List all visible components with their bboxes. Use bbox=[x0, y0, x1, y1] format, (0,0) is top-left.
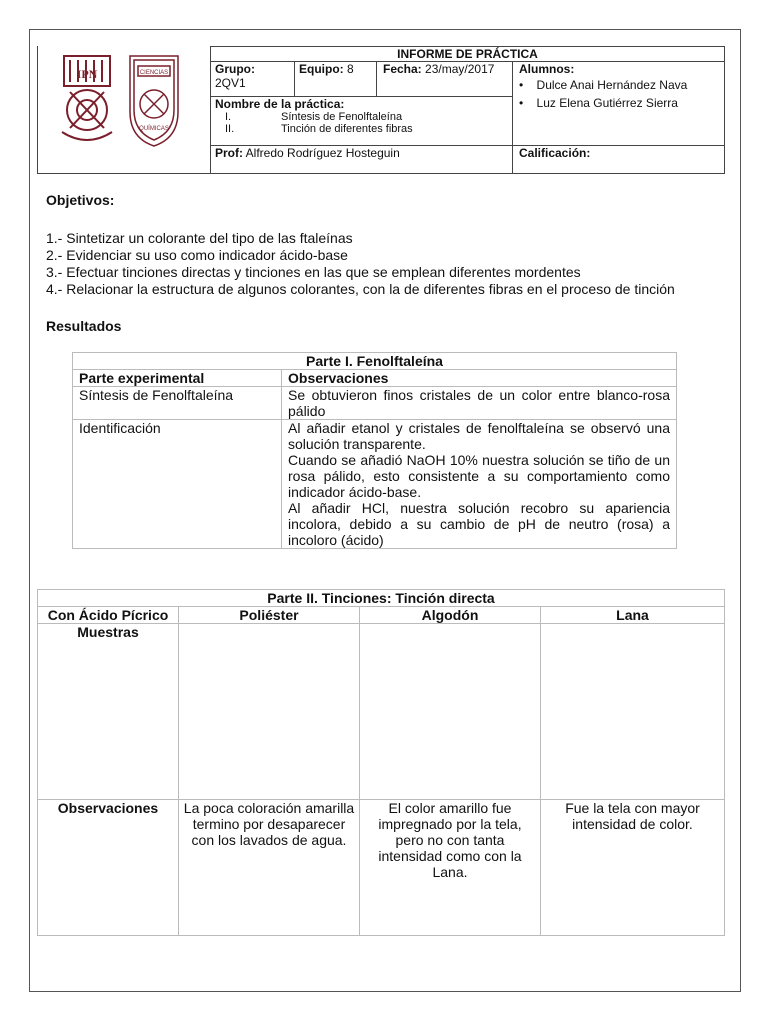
tincion-table bbox=[37, 589, 725, 936]
svg-text:IPN: IPN bbox=[76, 67, 98, 81]
table2-header: Con Ácido Pícrico bbox=[38, 607, 179, 624]
fecha-cell bbox=[377, 62, 513, 96]
table1-cell-part: Síntesis de Fenolftaleína bbox=[73, 387, 282, 420]
svg-text:QUÍMICAS: QUÍMICAS bbox=[139, 126, 169, 132]
prof-value: Alfredo Rodríguez Hosteguin bbox=[245, 146, 400, 160]
muestra-cell bbox=[541, 624, 725, 800]
muestra-cell bbox=[360, 624, 541, 800]
alumno-item: • Luz Elena Gutiérrez Sierra bbox=[519, 96, 678, 110]
prof-cell bbox=[211, 146, 513, 174]
equipo-label: Equipo: bbox=[299, 62, 344, 76]
observacion-cell: Fue la tela con mayor intensidad de color. bbox=[541, 800, 725, 936]
nombre-label: Nombre de la práctica: bbox=[215, 97, 345, 111]
resultados-heading: Resultados bbox=[46, 318, 122, 334]
objetivo-item: 3.- Efectuar tinciones directas y tinciones en las que se emplean diferentes mordentes bbox=[46, 264, 581, 280]
alumnos-cell bbox=[513, 62, 725, 146]
muestras-label: Muestras bbox=[38, 624, 179, 800]
alumnos-label: Alumnos: bbox=[519, 62, 575, 76]
fecha-label: Fecha: bbox=[383, 62, 422, 76]
logos-cell bbox=[37, 46, 211, 174]
objetivo-item: 4.- Relacionar la estructura de algunos colorantes, con la de diferentes fibras en el proceso de tinción bbox=[46, 281, 675, 297]
objetivos-heading: Objetivos: bbox=[46, 192, 115, 208]
ipn-logo-icon bbox=[56, 52, 118, 148]
table-row bbox=[73, 387, 677, 420]
observaciones-label: Observaciones bbox=[38, 800, 179, 936]
svg-text:CIENCIAS: CIENCIAS bbox=[139, 70, 169, 76]
calificacion-label: Calificación: bbox=[519, 146, 591, 160]
table1-cell-part: Identificación bbox=[73, 420, 282, 549]
nombre-cell bbox=[211, 97, 513, 145]
grupo-label: Grupo: bbox=[215, 62, 255, 76]
practica-item: I. Síntesis de Fenolftaleína bbox=[225, 111, 403, 123]
table2-header: Algodón bbox=[360, 607, 541, 624]
calificacion-cell bbox=[513, 146, 725, 174]
objetivos-list bbox=[46, 230, 675, 298]
grupo-value: 2QV1 bbox=[215, 76, 246, 90]
observacion-cell: El color amarillo fue impregnado por la tela, pero no con tanta intensidad como con la Lana. bbox=[360, 800, 541, 936]
table1-cell-obs: Se obtuvieron finos cristales de un color entre blanco-rosa pálido bbox=[282, 387, 677, 420]
table-row bbox=[38, 800, 725, 936]
equipo-value: 8 bbox=[347, 62, 354, 76]
table-row bbox=[38, 624, 725, 800]
table1-header-observaciones: Observaciones bbox=[282, 370, 677, 387]
prof-label: Prof: bbox=[215, 146, 243, 160]
alumno-item: • Dulce Anai Hernández Nava bbox=[519, 78, 688, 92]
objetivo-item: 2.- Evidenciar su uso como indicador ácido-base bbox=[46, 247, 348, 263]
table1-caption: Parte I. Fenolftaleína bbox=[73, 353, 677, 370]
table2-caption: Parte II. Tinciones: Tinción directa bbox=[38, 590, 725, 607]
table-row bbox=[73, 420, 677, 549]
equipo-cell bbox=[295, 62, 377, 96]
practica-item: II. Tinción de diferentes fibras bbox=[225, 123, 413, 135]
grupo-cell bbox=[211, 62, 295, 96]
table2-header: Lana bbox=[541, 607, 725, 624]
muestra-cell bbox=[179, 624, 360, 800]
header-info bbox=[211, 46, 725, 174]
fenolftaleina-table bbox=[72, 352, 677, 549]
report-header bbox=[37, 46, 725, 174]
observacion-cell: La poca coloración amarilla termino por desaparecer con los lavados de agua. bbox=[179, 800, 360, 936]
table1-header-parte: Parte experimental bbox=[73, 370, 282, 387]
report-title: INFORME DE PRÁCTICA bbox=[211, 47, 724, 62]
table1-cell-obs: Al añadir etanol y cristales de fenolftaleína se observó una solución transparente. Cuando se añadió NaOH 10% nuestra solución se tiño de un rosa pálido, esto consistente a su comportamiento como indicador ácido-base. Al añadir HCl, nuestra solución recobro su apariencia incolora, debido a su cambio de pH de neutro (rosa) a incoloro (ácido) bbox=[282, 420, 677, 549]
fecha-value: 23/may/2017 bbox=[425, 62, 495, 76]
objetivo-item: 1.- Sintetizar un colorante del tipo de las ftaleínas bbox=[46, 230, 353, 246]
table2-header: Poliéster bbox=[179, 607, 360, 624]
ciencias-logo-icon bbox=[122, 52, 186, 148]
